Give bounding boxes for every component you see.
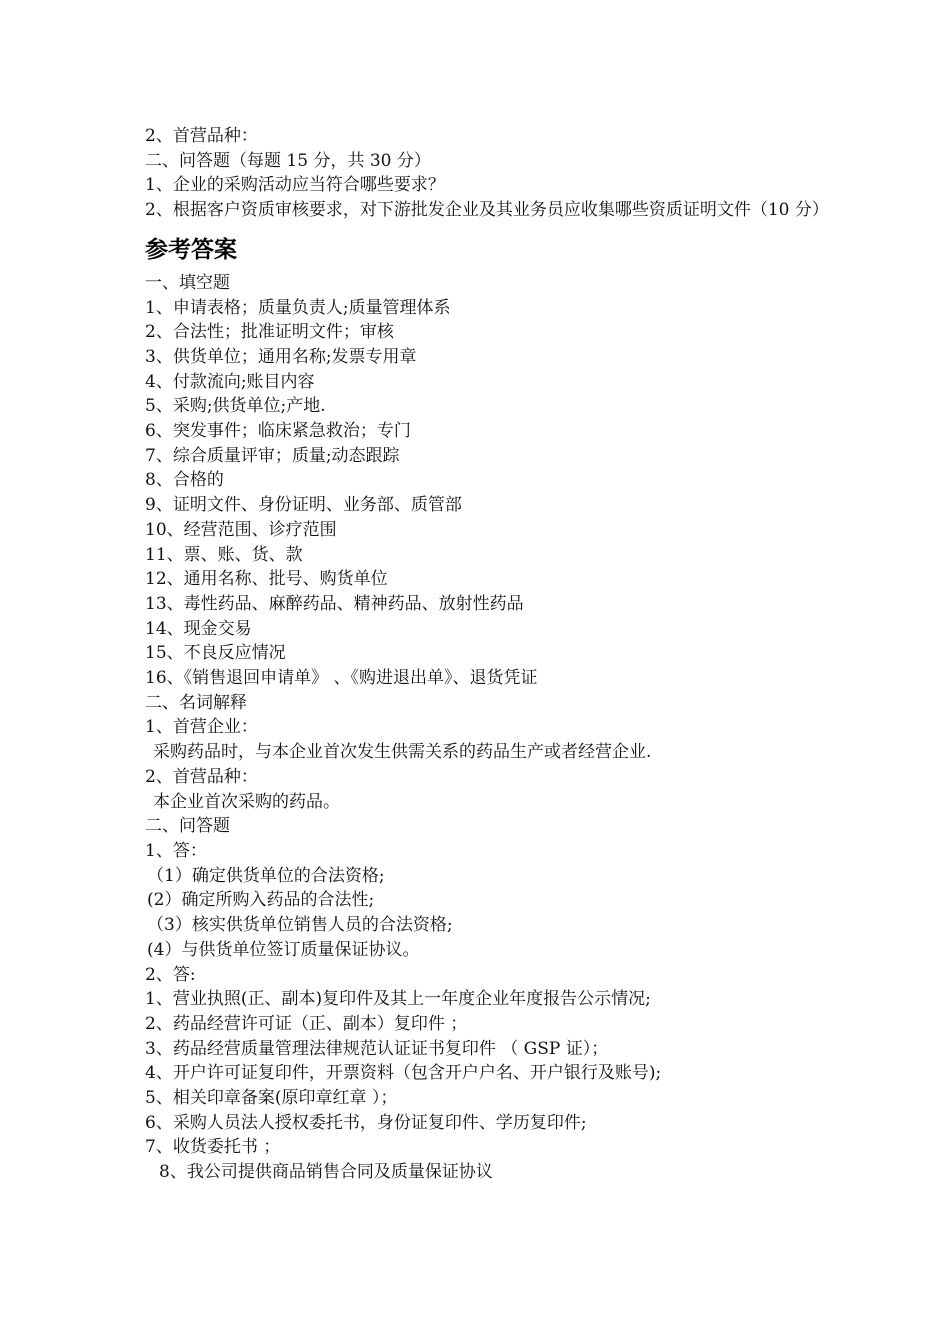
qa-item: 6、采购人员法人授权委托书，身份证复印件、学历复印件; <box>145 1112 587 1133</box>
qa-item: 3、药品经营质量管理法律规范认证证书复印件 （ GSP 证）； <box>145 1038 609 1059</box>
qa-item: （3）核实供货单位销售人员的合法资格; <box>147 915 453 936</box>
term-label: 1、首营企业： <box>145 717 258 738</box>
answer-line: 8、合格的 <box>145 470 224 491</box>
answer-line: 5、采购;供货单位;产地. <box>145 396 326 417</box>
answer-line: 2、合法性；批准证明文件；审核 <box>145 322 394 343</box>
answer-line: 11、票、账、货、款 <box>145 544 303 565</box>
question-line: 1、企业的采购活动应当符合哪些要求？ <box>145 175 445 196</box>
answer-line: 10、经营范围、诊疗范围 <box>145 519 337 540</box>
section-heading: 二、名词解释 <box>145 692 247 713</box>
answer-line: 16、《销售退回申请单》 、《购进退出单》、退货凭证 <box>145 668 538 689</box>
term-label: 2、首营品种： <box>145 766 258 787</box>
answer-title: 参考答案 <box>145 236 237 263</box>
qa-label: 1、答： <box>145 840 207 861</box>
answer-line: 14、现金交易 <box>145 618 252 639</box>
answer-line: 6、突发事件；临床紧急救治；专门 <box>145 421 411 442</box>
document-page <box>145 124 829 1185</box>
qa-item: (2）确定所购入药品的合法性; <box>147 890 375 911</box>
section-heading: 一、填空题 <box>145 272 230 293</box>
qa-label: 2、答: <box>145 964 196 985</box>
term-definition: 采购药品时，与本企业首次发生供需关系的药品生产或者经营企业. <box>153 742 652 763</box>
answer-line: 13、毒性药品、麻醉药品、精神药品、放射性药品 <box>145 593 524 614</box>
term-definition: 本企业首次采购的药品。 <box>153 791 340 812</box>
qa-item: 7、收货委托书 ； <box>145 1137 281 1158</box>
answer-line: 15、不良反应情况 <box>145 643 286 664</box>
answer-line: 12、通用名称、批号、购货单位 <box>145 569 388 590</box>
qa-item: 2、药品经营许可证（正、副本）复印件 ； <box>145 1013 468 1034</box>
qa-item: 5、相关印章备案(原印章红章 ）； <box>145 1088 398 1109</box>
section-heading: 二、问答题（每题 15 分，共 30 分） <box>145 150 431 171</box>
qa-item: 1、营业执照(正、副本)复印件及其上一年度企业年度报告公示情况; <box>145 989 651 1010</box>
question-line: 2、根据客户资质审核要求，对下游批发企业及其业务员应收集哪些资质证明文件（10 分） <box>145 200 829 221</box>
fill-answers <box>145 296 825 691</box>
question-line: 2、首营品种： <box>145 126 258 146</box>
answer-line: 3、供货单位；通用名称;发票专用章 <box>145 346 417 367</box>
answer-line: 9、证明文件、身份证明、业务部、质管部 <box>145 495 462 516</box>
answer-line: 4、付款流向;账目内容 <box>145 371 315 392</box>
qa-item: 8、我公司提供商品销售合同及质量保证协议 <box>159 1162 493 1183</box>
answer-line: 7、综合质量评审；质量;动态跟踪 <box>145 445 400 466</box>
answer-line: 1、申请表格；质量负责人;质量管理体系 <box>145 297 451 318</box>
qa-item: （1）确定供货单位的合法资格; <box>147 865 385 886</box>
qa-item: 4、开户许可证复印件，开票资料（包含开户户名、开户银行及账号); <box>145 1063 662 1084</box>
section-heading: 二、问答题 <box>145 816 230 837</box>
qa-item: (4）与供货单位签订质量保证协议。 <box>147 939 420 960</box>
